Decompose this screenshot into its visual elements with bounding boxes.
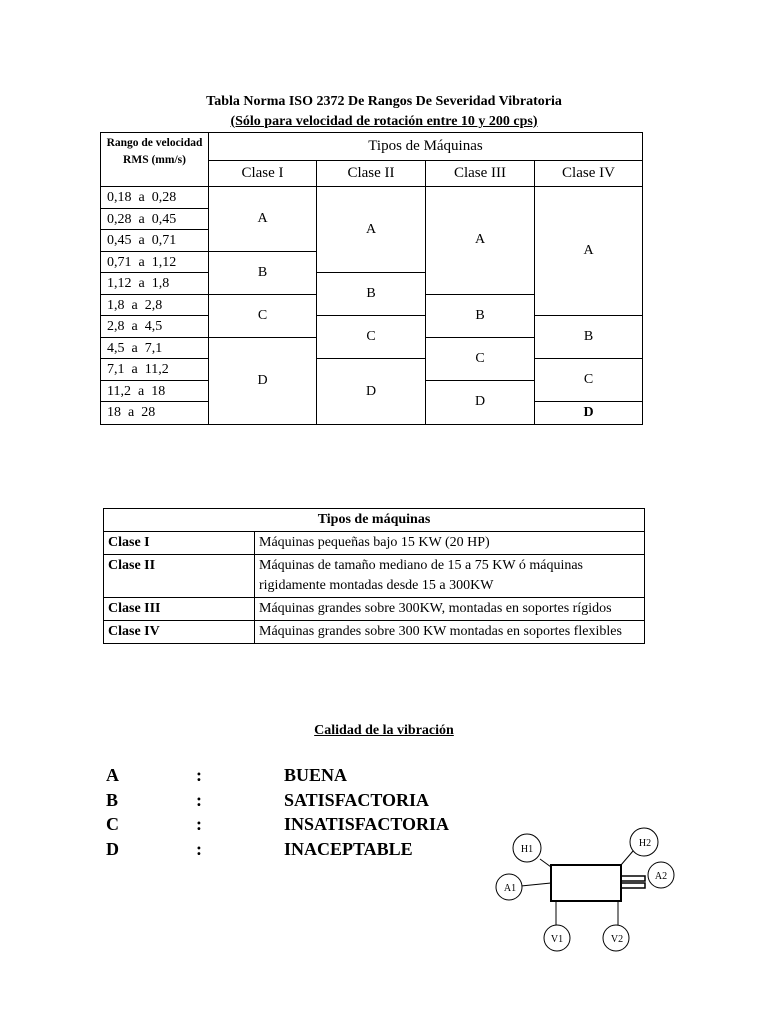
grade-cell: A: [208, 186, 317, 252]
motor-shaft: [621, 876, 645, 881]
legend-key: C: [106, 814, 119, 835]
class-cell: Clase I: [104, 532, 255, 555]
grade-cell: A: [425, 186, 535, 295]
grade-cell: D: [208, 337, 317, 426]
legend-separator: :: [196, 814, 202, 835]
grade-cell: B: [425, 294, 535, 338]
class-ii-header: Clase II: [316, 160, 426, 187]
range-header: Rango de velocidad RMS (mm/s): [100, 132, 209, 187]
connector-line: [521, 883, 551, 886]
legend-separator: :: [196, 789, 202, 810]
grade-cell: D: [534, 401, 643, 425]
types-header: Tipos de Máquinas: [208, 132, 643, 161]
table-row: [104, 555, 645, 598]
range-row: 0,28 a 0,45: [100, 208, 209, 231]
legend-item: [106, 814, 506, 839]
quality-legend: [106, 765, 506, 863]
table-row: [104, 621, 645, 644]
legend-value: INACEPTABLE: [284, 838, 413, 859]
legend-key: B: [106, 789, 119, 810]
class-i-header: Clase I: [208, 160, 317, 187]
machine-types-table: [103, 508, 645, 644]
table-title: Tabla Norma ISO 2372 De Rangos De Severidad Vibratoria: [206, 94, 562, 109]
range-row: 18 a 28: [100, 401, 209, 425]
table-subtitle: (Sólo para velocidad de rotación entre 10 y 200 cps): [230, 114, 538, 129]
grade-cell: B: [208, 251, 317, 295]
range-row: 1,8 a 2,8: [100, 294, 209, 317]
legend-item: [106, 765, 506, 790]
sensor-label: A2: [654, 871, 668, 882]
range-row: 11,2 a 18: [100, 380, 209, 403]
grade-cell: C: [208, 294, 317, 338]
table-row: [104, 532, 645, 555]
legend-item: [106, 790, 506, 815]
legend-separator: :: [196, 838, 202, 859]
grade-cell: C: [534, 358, 643, 402]
range-row: 1,12 a 1,8: [100, 272, 209, 295]
legend-separator: :: [196, 765, 202, 785]
legend-value: INSATISFACTORIA: [284, 814, 450, 835]
legend-value: SATISFACTORIA: [284, 789, 430, 810]
range-row: 4,5 a 7,1: [100, 337, 209, 360]
motor-shaft: [621, 883, 645, 888]
sensor-label: V2: [610, 934, 624, 945]
range-row: 0,18 a 0,28: [100, 186, 209, 209]
measurement-points-diagram: [490, 825, 680, 955]
grade-cell: C: [425, 337, 535, 381]
class-cell: Clase II: [104, 555, 255, 598]
grade-cell: C: [316, 315, 426, 359]
legend-key: D: [106, 838, 119, 859]
motor-body: [551, 865, 621, 901]
types-table-header: Tipos de máquinas: [104, 509, 645, 532]
class-cell: Clase IV: [104, 621, 255, 644]
grade-cell: B: [316, 272, 426, 316]
class-cell: Clase III: [104, 598, 255, 621]
grade-cell: A: [534, 186, 643, 316]
quality-title: Calidad de la vibración: [314, 723, 454, 738]
legend-item: [106, 839, 506, 864]
sensor-label: H2: [638, 838, 652, 849]
legend-key: A: [106, 765, 119, 785]
description-cell: Máquinas de tamaño mediano de 15 a 75 KW ó máquinas rigidamente montadas desde 15 a 300KW: [255, 555, 645, 598]
description-cell: Máquinas pequeñas bajo 15 KW (20 HP): [255, 532, 645, 555]
legend-value: BUENA: [284, 765, 348, 785]
connector-line: [540, 859, 551, 867]
grade-cell: D: [425, 380, 535, 426]
description-cell: Máquinas grandes sobre 300 KW montadas en soportes flexibles: [255, 621, 645, 644]
range-row: 7,1 a 11,2: [100, 358, 209, 381]
sensor-label: H1: [520, 844, 534, 855]
range-row: 0,45 a 0,71: [100, 229, 209, 252]
description-cell: Máquinas grandes sobre 300KW, montadas en soportes rígidos: [255, 598, 645, 621]
table-row: [104, 598, 645, 621]
class-iv-header: Clase IV: [534, 160, 643, 187]
grade-cell: A: [316, 186, 426, 273]
range-row: 2,8 a 4,5: [100, 315, 209, 338]
connector-line: [621, 851, 633, 865]
grade-cell: D: [316, 358, 426, 425]
severity-table: [100, 132, 643, 425]
sensor-label: V1: [550, 934, 564, 945]
sensor-label: A1: [503, 883, 517, 894]
grade-cell: B: [534, 315, 643, 359]
class-iii-header: Clase III: [425, 160, 535, 187]
range-row: 0,71 a 1,12: [100, 251, 209, 274]
